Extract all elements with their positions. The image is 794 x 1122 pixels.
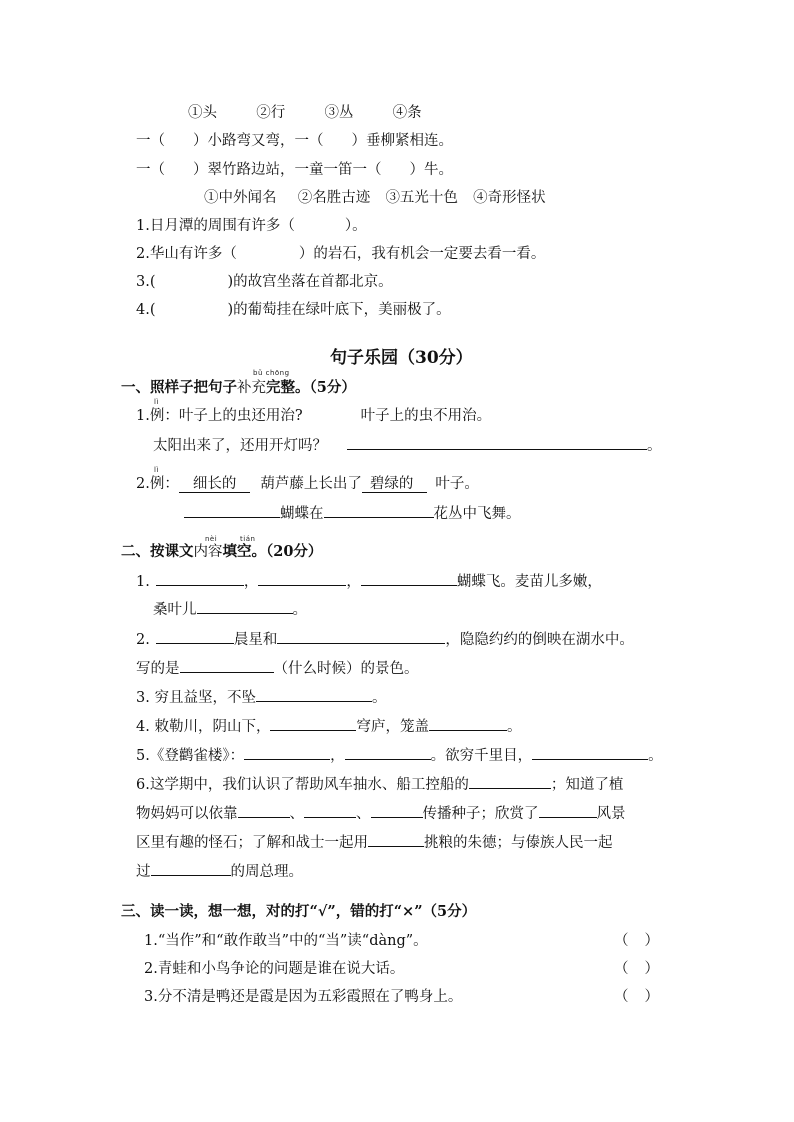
pinyin-annotation: lì: [154, 398, 159, 406]
example-line: [136, 406, 491, 426]
text: )的故宫坐落在首都北京。: [227, 274, 393, 290]
text: 蝴蝶飞。麦苗儿多嫩，: [456, 574, 602, 590]
option: ②行: [256, 105, 286, 121]
question-line: [153, 598, 307, 620]
example-underlined: 细长的: [179, 476, 251, 493]
section-heading-1: [121, 378, 356, 398]
text: ）垂柳紧相连。: [351, 133, 453, 149]
text: 2.: [136, 632, 150, 648]
text: ，: [346, 574, 361, 590]
judge-item: 2.青蛙和小鸟争论的问题是谁在说大话。: [144, 961, 405, 977]
text: 3. 穷且益坚，不坠: [136, 690, 256, 706]
fill-line: [136, 160, 453, 180]
answer-blank[interactable]: [156, 628, 234, 644]
option-list-measure-words: [188, 103, 422, 123]
answer-blank[interactable]: [371, 802, 423, 818]
text: 穹庐，笼盖: [356, 719, 429, 735]
answer-blank[interactable]: [361, 570, 457, 586]
pinyin-annotation: lì: [154, 466, 159, 474]
option: ①中外闻名: [204, 190, 277, 206]
answer-blank[interactable]: [324, 502, 434, 518]
option: ④条: [392, 105, 422, 121]
question-line: [153, 434, 662, 456]
text: 4.(: [136, 302, 156, 318]
text: 风景: [596, 806, 626, 822]
text: 二、按课文: [121, 543, 194, 560]
text: 1.: [136, 574, 150, 590]
text: ：叶子上的虫还用治?: [164, 408, 303, 424]
text: 内容: [193, 544, 223, 560]
text: 晨星和: [233, 632, 278, 648]
text: ：: [164, 476, 179, 492]
text: 一、照样子把句子: [121, 379, 237, 396]
text: 区里有趣的怪石；了解和战士一起用: [136, 835, 368, 851]
question-line: [136, 570, 602, 592]
pinyin-annotation: bǔ chōng: [253, 369, 290, 377]
answer-parens[interactable]: [614, 931, 659, 951]
example-underlined: 碧绿的: [362, 476, 428, 493]
option: ③五光十色: [385, 190, 458, 206]
question-line: [136, 657, 419, 679]
answer-blank[interactable]: [151, 860, 231, 876]
text: 填空。（20分）: [222, 543, 323, 560]
question-line: [136, 802, 626, 824]
answer-blank[interactable]: [469, 773, 551, 789]
text: ，: [243, 574, 259, 590]
text: 挑粮的朱德；与傣族人民一起: [424, 835, 613, 851]
answer-blank[interactable]: [238, 802, 290, 818]
text: 花丛中飞舞。: [433, 506, 521, 522]
text: ）: [644, 933, 659, 949]
text: 叶子上的虫不用治。: [360, 408, 492, 424]
question-line: [136, 628, 634, 650]
option: ③丛: [324, 105, 354, 121]
answer-blank[interactable]: [429, 715, 507, 731]
judge-item: 1.“当作”和“敢作敢当”中的“当”读“dàng”。: [144, 933, 428, 949]
fill-line: [136, 131, 453, 151]
answer-blank[interactable]: [184, 502, 280, 518]
text: 2.华山有许多（: [136, 246, 237, 262]
text: 的周总理。: [230, 864, 303, 880]
answer-blank[interactable]: [258, 570, 346, 586]
text: 。: [506, 719, 522, 735]
answer-blank[interactable]: [156, 570, 244, 586]
option: ④奇形怪状: [473, 190, 546, 206]
text: 补充: [237, 380, 266, 396]
text: ）小路弯又弯，一（: [193, 133, 324, 149]
answer-blank[interactable]: [244, 744, 330, 760]
question-line: [136, 686, 386, 708]
text: 。: [647, 438, 662, 454]
question-line: [136, 773, 623, 795]
answer-blank[interactable]: [532, 744, 648, 760]
text: ）的岩石，我有机会一定要去看一看。: [298, 246, 546, 262]
text: 葫芦藤上长出了: [260, 476, 362, 492]
text: 、: [289, 806, 304, 822]
question-line: [136, 272, 393, 292]
text: （: [614, 989, 629, 1005]
text: 传播种子；欣赏了: [422, 806, 539, 822]
answer-blank[interactable]: [368, 831, 424, 847]
pinyin-annotation: nèi: [205, 535, 218, 543]
answer-blank[interactable]: [304, 802, 356, 818]
text: 例: [149, 476, 165, 492]
text: ）。: [344, 218, 367, 234]
text: 5.《登鹳雀楼》：: [136, 748, 245, 764]
text: 1.日月潭的周围有许多（: [136, 218, 295, 234]
text: 1.: [136, 408, 150, 424]
question-line: [136, 244, 545, 264]
answer-parens[interactable]: [614, 959, 659, 979]
text: ；知道了植: [550, 777, 624, 793]
text: 叶子。: [435, 476, 479, 492]
text: ）牛。: [409, 162, 453, 178]
text: 一（: [136, 133, 165, 149]
question-line: [136, 216, 367, 236]
pinyin-annotation: tián: [240, 535, 256, 543]
text: ）翠竹路边站，一童一笛一（: [193, 162, 382, 178]
text: 。欲穷千里目，: [430, 748, 533, 764]
text: 。: [371, 690, 387, 706]
text: 。: [648, 748, 663, 764]
question-line: [136, 831, 613, 853]
text: 。: [292, 602, 307, 618]
text: 桑叶儿: [153, 602, 197, 618]
answer-blank[interactable]: [539, 802, 597, 818]
answer-blank[interactable]: [180, 657, 274, 673]
text: 、: [356, 806, 371, 822]
text: 6.这学期中，我们认识了帮助风车抽水、船工控船的: [136, 777, 469, 793]
answer-blank[interactable]: [197, 598, 293, 614]
question-line: [136, 744, 663, 766]
text: 过: [136, 864, 151, 880]
option-list-idioms: [204, 188, 546, 208]
text: 物妈妈可以依靠: [136, 806, 238, 822]
text: （: [614, 933, 629, 949]
text: 3.(: [136, 274, 156, 290]
judge-item: 3.分不清是鸭还是霞是因为五彩霞照在了鸭身上。: [144, 989, 463, 1005]
text: 4. 敕勒川，阴山下，: [136, 719, 271, 735]
option: ①头: [188, 105, 217, 121]
answer-blank[interactable]: [270, 715, 356, 731]
text: （: [614, 961, 629, 977]
text: )的葡萄挂在绿叶底下，美丽极了。: [227, 302, 451, 318]
answer-blank[interactable]: [256, 686, 372, 702]
text: 一（: [136, 162, 165, 178]
answer-parens[interactable]: [614, 987, 659, 1007]
text: ，: [330, 748, 345, 764]
question-line: [136, 860, 303, 882]
text: 蝴蝶在: [280, 506, 324, 522]
section-title: 句子乐园（30分）: [330, 348, 473, 368]
text: 太阳出来了，还用开灯吗？: [153, 438, 327, 454]
question-line: [136, 300, 451, 320]
text: 完整。（5分）: [266, 379, 356, 396]
text: 例: [149, 408, 165, 424]
answer-blank[interactable]: [345, 744, 431, 760]
text: 2.: [136, 476, 150, 492]
section-heading-3: 三、读一读，想一想，对的打“√”，错的打“×”（5分）: [121, 903, 477, 920]
text: ）: [644, 961, 659, 977]
text: ）: [644, 989, 659, 1005]
text: （什么时候）的景色。: [273, 661, 419, 677]
question-line: [136, 715, 521, 737]
question-line: [184, 502, 521, 524]
answer-blank[interactable]: [347, 434, 647, 450]
answer-blank[interactable]: [277, 628, 445, 644]
text: 写的是: [136, 661, 180, 677]
example-line: [136, 474, 479, 494]
option: ②名胜古迹: [297, 190, 371, 206]
text: ，隐隐约约的倒映在湖水中。: [445, 632, 634, 648]
section-heading-2: [121, 542, 322, 562]
